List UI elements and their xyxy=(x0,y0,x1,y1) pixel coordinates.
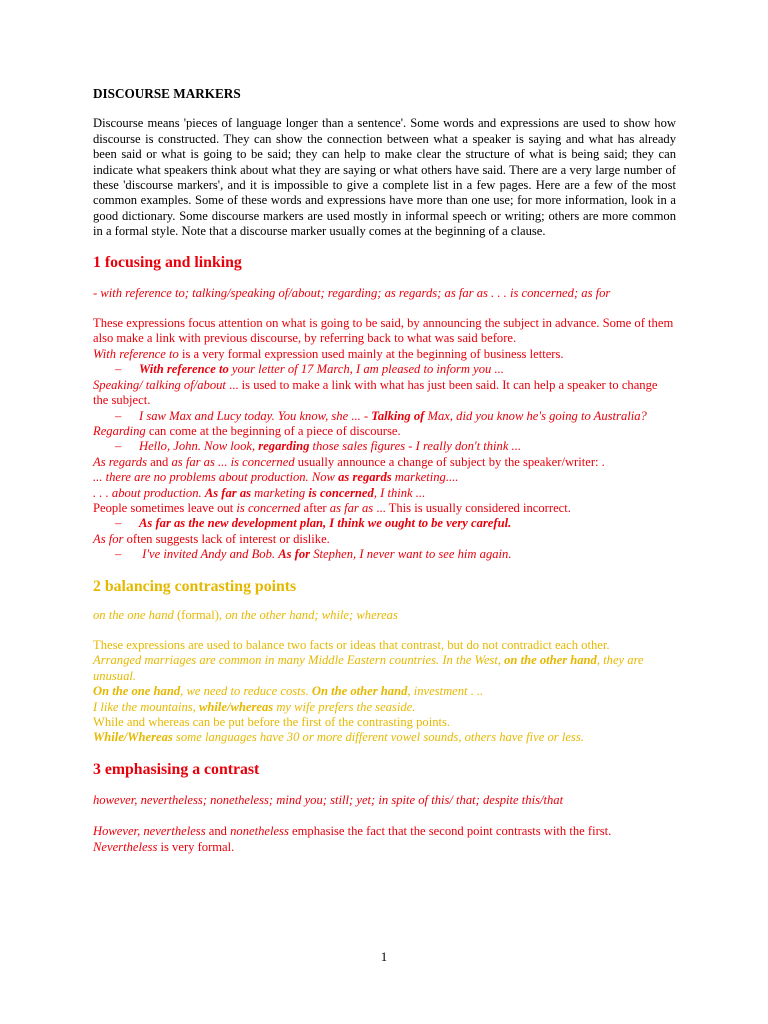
section-2-heading: 2 balancing contrasting points xyxy=(93,577,297,595)
markers-list: - with reference to; talking/speaking of/about; regarding; as regards; as far as . . . is concerned; as for xyxy=(93,285,611,300)
example-line: – With reference to your letter of 17 March, I am pleased to inform you ... xyxy=(115,362,504,377)
section-1-line: Speaking/ talking of/about ... is used to make a link with what has just been said. It can help a speaker to change the subject. xyxy=(93,377,658,408)
page-title: DISCOURSE MARKERS xyxy=(93,86,241,101)
section-1-line: With reference to is a very formal expression used mainly at the beginning of business letters. xyxy=(93,346,564,361)
section-2-line: On the one hand, we need to reduce costs. On the other hand, investment . .. xyxy=(93,684,484,699)
intro-paragraph: Discourse means 'pieces of language longer than a sentence'. Some words and expressions are used to show how discourse is constructed. They can show the connection between what a speaker is saying and what has already been said or what is going to be said; they can help to make clear the structure of what is being said; they can indicate what speakers think about what they are saying or what others have said. There are a very large number of these 'discourse markers', and it is impossible to give a complete list in a few pages. Here are a few of the most common examples. Some of these words and expressions have more than one use; for more information, look in a good dictionary. Some discourse markers are used mostly in informal speech or writing; others are more common in a formal style. Note that a discourse marker usually comes at the beginning of a clause. xyxy=(93,116,676,239)
document-page xyxy=(93,86,676,855)
section-3-heading: 3 emphasising a contrast xyxy=(93,760,260,778)
example-line: – I've invited Andy and Bob. As for Stephen, I never want to see him again. xyxy=(115,547,512,562)
section-2-line: While and whereas can be put before the first of the contrasting points. xyxy=(93,715,451,729)
section-1-line: As regards and as far as ... is concerned usually announce a change of subject by the speaker/writer: . xyxy=(93,454,605,469)
section-2-paragraph: These expressions are used to balance two facts or ideas that contrast, but do not contradict each other. xyxy=(93,637,610,652)
example-line: – As far as the new development plan, I think we ought to be very careful. xyxy=(115,516,512,531)
section-3-paragraph: However, nevertheless and nonetheless emphasise the fact that the second point contrasts with the first. Nevertheless is very formal. xyxy=(93,824,612,854)
section-2-line: While/Whereas some languages have 30 or more different vowel sounds, others have five or less. xyxy=(93,730,584,745)
section-1-line: People sometimes leave out is concerned after as far as ... This is usually considered incorrect. xyxy=(93,500,571,515)
section-1-line: ... there are no problems about production. Now as regards marketing.... xyxy=(93,470,459,485)
section-2-markers: on the one hand (formal), on the other hand; while; whereas xyxy=(93,607,398,622)
section-1-line: As for often suggests lack of interest or dislike. xyxy=(93,531,330,546)
section-1-markers xyxy=(93,286,676,301)
example-line: – Hello, John. Now look, regarding those sales figures - I really don't think ... xyxy=(115,439,522,454)
page-number: 1 xyxy=(380,949,388,964)
section-3-markers: however, nevertheless; nonetheless; mind you; still; yet; in spite of this/ that; despite this/that xyxy=(93,792,564,807)
section-1-paragraph: These expressions focus attention on what is going to be said, by announcing the subject in advance. Some of them also make a link with previous discourse, by referring back to what was said before. xyxy=(93,316,674,346)
section-1-heading: 1 focusing and linking xyxy=(93,253,242,271)
section-1-line: . . . about production. As far as marketing is concerned, I think ... xyxy=(93,485,426,500)
example-line: – I saw Max and Lucy today. You know, she ... - Talking of Max, did you know he's going to Australia? xyxy=(115,408,647,423)
section-1-line: Regarding can come at the beginning of a piece of discourse. xyxy=(93,423,401,438)
section-2-line: Arranged marriages are common in many Middle Eastern countries. In the West, on the other hand, they are unusual. xyxy=(93,653,644,683)
section-2-line: I like the mountains, while/whereas my wife prefers the seaside. xyxy=(93,699,416,714)
